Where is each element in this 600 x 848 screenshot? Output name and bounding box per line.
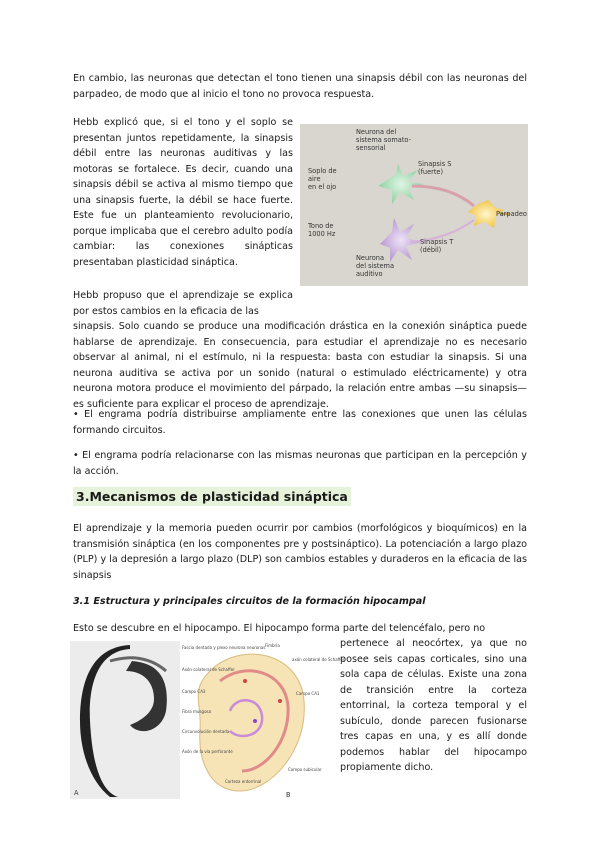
label-ca1: Campo CA1 bbox=[296, 691, 320, 696]
label-fibra-musgosa: Fibra musgosa bbox=[182, 709, 212, 714]
hippocampus-figure bbox=[70, 641, 345, 799]
auditory-neuron-shape bbox=[380, 218, 422, 262]
hebb-paragraph-rest: sinapsis. Solo cuando se produce una modificación drástica en la conexión sináptica puede hablarse de aprendizaje. En consecuencia, para estudiar el aprendizaje no es necesario observar al animal, ni el estímulo, ni la respuesta: basta con estudiar la sinapsis. Si una neurona auditiva se activa por un sonido (natural o estimulado eléctricamente) y otra neurona motora produce el movimiento del párpado, la relación entre ambas —su sinapsis— es suficiente para explicar el proceso de aprendizaje. bbox=[73, 321, 527, 410]
bullet-engram-neurons: • El engrama podría relacionarse con las mismas neuronas que participan en la percepción y la acción. bbox=[73, 450, 527, 477]
hebb-paragraph-top: Hebb propuso que el aprendizaje se explica por estos cambios en la eficacia de las bbox=[73, 290, 293, 317]
label-schaffer-right: axón colateral de Schaffer bbox=[292, 657, 345, 662]
label-subicular: Campo subicular bbox=[288, 767, 322, 772]
neuron-dot bbox=[243, 679, 247, 683]
bullet-engram-distributed: • El engrama podría distribuirse ampliamente entre las conexiones que unen las células formando circuitos. bbox=[73, 409, 527, 436]
section-heading: 3.Mecanismos de plasticidad sináptica bbox=[73, 487, 351, 506]
label-soplo: Soplo de aire en el ojo bbox=[308, 167, 337, 191]
neuron-dot bbox=[253, 719, 257, 723]
label-fascia: Fascia dentada y plexo neurona neuronas bbox=[182, 645, 266, 650]
section-paragraph: El aprendizaje y la memoria pueden ocurrir por cambios (morfológicos y bioquímicos) en la transmisión sináptica (en los componentes pre y postsináptico). La potenciación a largo plazo (PLP) y la depresión a largo plazo (DLP) son cambios estables y duraderos en la eficacia de las sinapsis bbox=[73, 523, 528, 581]
panel-b-letter: B bbox=[286, 791, 291, 799]
label-parpadeo: Parpadeo bbox=[496, 210, 527, 218]
label-tono: Tono de 1000 Hz bbox=[308, 222, 336, 238]
label-schaffer: Axón colateral de Schaffer bbox=[182, 667, 235, 672]
hippocampus-paragraph-side: pertenece al neocórtex, ya que no posee seis capas corticales, sino una sola capa de células. Existe una zona de transición entre la corteza entorrinal, la corteza temporal y el subículo, donde parecen fusionarse tres capas en una, y es allí donde podemos hablar del hipocampo propiamente dicho. bbox=[340, 638, 527, 773]
neuron-dot bbox=[278, 699, 282, 703]
intro-paragraph: En cambio, las neuronas que detectan el tono tienen una sinapsis débil con las neuronas del parpadeo, de modo que al inicio el tono no provoca respuesta. bbox=[73, 73, 527, 100]
panel-a-letter: A bbox=[74, 789, 79, 797]
label-corteza-entorrinal: Corteza entorrinal bbox=[225, 779, 262, 784]
label-sinapsis-s: Sinapsis S (fuerte) bbox=[418, 160, 452, 176]
hippocampus-diagram bbox=[70, 641, 345, 799]
hebb-paragraph: Hebb explicó que, si el tono y el soplo se presentan juntos repetidamente, la sinapsis débil entre las neuronas auditivas y las motoras se fortalece. Es decir, cuando una sinapsis débil se activa al mismo tiempo que una sinapsis fuerte, la débil se hace fuerte. Este fue un planteamiento revolucionario, porque implicaba que el cerebro adulto podía cambiar: las conexiones sinápticas presentaban plasticidad sináptica. bbox=[73, 117, 293, 268]
label-auditory-neuron: Neurona del sistema auditivo bbox=[356, 254, 394, 278]
synapse-diagram bbox=[300, 124, 528, 286]
label-ca3: Campo CA3 bbox=[182, 689, 206, 694]
strong-axon bbox=[412, 186, 474, 206]
label-sinapsis-t: Sinapsis T (débil) bbox=[420, 238, 454, 254]
label-fimbria: Fimbria bbox=[265, 643, 280, 648]
hippocampus-paragraph-top: Esto se descubre en el hipocampo. El hipocampo forma parte del telencéfalo, pero no bbox=[73, 623, 486, 634]
label-via-perforante: Axón de la vía perforante bbox=[182, 749, 233, 754]
subsection-heading: 3.1 Estructura y principales circuitos de la formación hipocampal bbox=[73, 596, 426, 607]
label-somato-neuron: Neurona del sistema somato-sensorial bbox=[356, 128, 411, 152]
label-circunvolucion: Circunvolución dentada bbox=[182, 729, 230, 734]
hebb-synapse-figure bbox=[300, 124, 528, 286]
